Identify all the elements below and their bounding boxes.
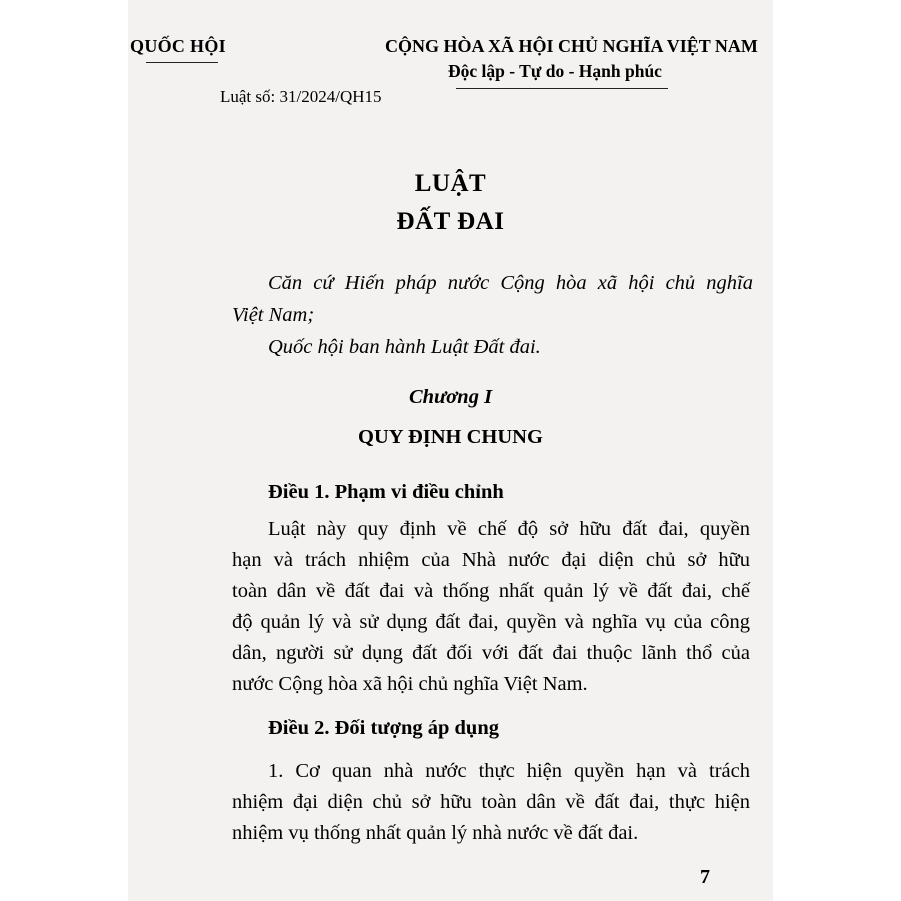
country-name: CỘNG HÒA XÃ HỘI CHỦ NGHĨA VIỆT NAM (385, 36, 758, 56)
national-motto: Độc lập - Tự do - Hạnh phúc (448, 61, 662, 81)
article-1-heading: Điều 1. Phạm vi điều chỉnh (268, 481, 504, 503)
article-1-line: dân, người sử dụng đất đối với đất đai thuộc lãnh thổ của (232, 642, 750, 664)
article-1-line: toàn dân về đất đai và thống nhất quản lý về đất đai, chế (232, 580, 750, 602)
article-2-line: nhiệm vụ thống nhất quản lý nhà nước về đất đai. (232, 822, 639, 844)
article-1-line: độ quản lý và sử dụng đất đai, quyền và nghĩa vụ của công (232, 611, 750, 633)
preamble-line: Việt Nam; (232, 304, 315, 326)
article-1-line: hạn và trách nhiệm của Nhà nước đại diện chủ sở hữu (232, 549, 750, 571)
issuing-agency: QUỐC HỘI (130, 36, 226, 56)
law-title: ĐẤT ĐAI (396, 208, 505, 235)
motto-underline (456, 88, 668, 89)
preamble-line: Căn cứ Hiến pháp nước Cộng hòa xã hội chủ nghĩa (268, 272, 753, 294)
article-2-line: nhiệm đại diện chủ sở hữu toàn dân về đất đai, thực hiện (232, 791, 750, 813)
agency-underline (146, 62, 218, 63)
article-1-line: Luật này quy định về chế độ sở hữu đất đai, quyền (268, 518, 750, 540)
chapter-label: Chương I (408, 386, 493, 408)
article-2-heading: Điều 2. Đối tượng áp dụng (268, 717, 499, 739)
preamble-line: Quốc hội ban hành Luật Đất đai. (268, 336, 541, 358)
article-2-line: 1. Cơ quan nhà nước thực hiện quyền hạn và trách (268, 760, 750, 782)
law-number: Luật số: 31/2024/QH15 (220, 87, 382, 106)
page-number: 7 (700, 866, 710, 888)
article-1-line: nước Cộng hòa xã hội chủ nghĩa Việt Nam. (232, 673, 588, 695)
chapter-title: QUY ĐỊNH CHUNG (358, 426, 543, 448)
document-type-title: LUẬT (414, 170, 487, 197)
